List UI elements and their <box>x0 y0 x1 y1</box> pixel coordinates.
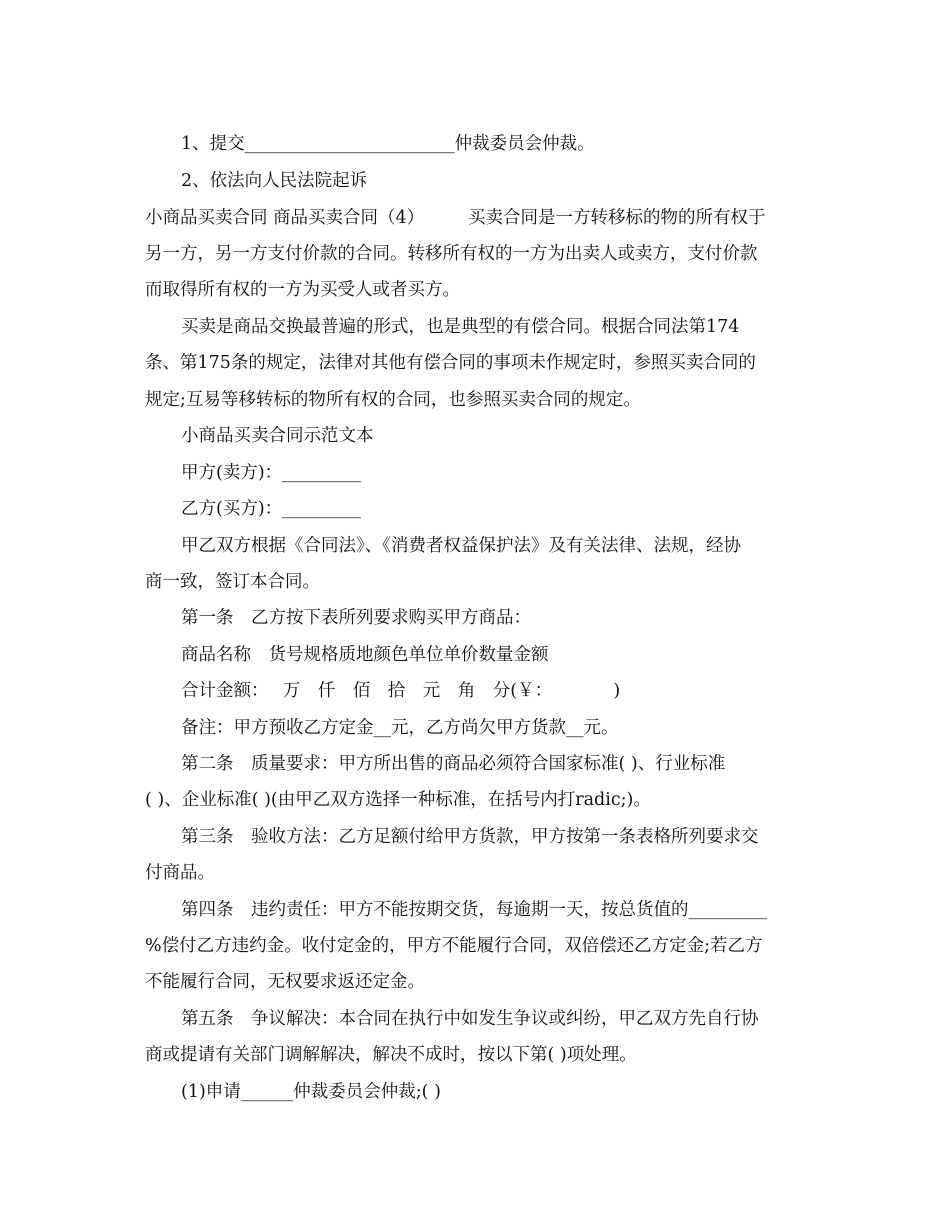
paragraph-line: 规定;互易等移转标的物所有权的合同，也参照买卖合同的规定。 <box>145 390 641 410</box>
paragraph-line: 条、第175条的规定，法律对其他有偿合同的事项未作规定时，参照买卖合同的 <box>145 353 756 373</box>
party-b-buyer: 乙方(买方)：_________ <box>181 499 361 519</box>
paragraph-line: ( )、企业标准( )(由甲乙双方选择一种标准，在括号内打radic;)。 <box>145 790 651 810</box>
paragraph-line: 另一方，另一方支付价款的合同。转移所有权的一方为出卖人或卖方，支付价款 <box>145 244 758 264</box>
goods-table-header: 商品名称 货号规格质地颜色单位单价数量金额 <box>181 645 549 665</box>
article-5: 第五条 争议解决：本合同在执行中如发生争议或纠纷，甲乙双方先自行协 <box>181 1009 759 1029</box>
heading-contract-4: 小商品买卖合同 商品买卖合同（4） 买卖合同是一方转移标的物的所有权于 <box>145 208 766 228</box>
paragraph-line: 而取得所有权的一方为买受人或者买方。 <box>145 280 460 300</box>
paragraph-line: 商或提请有关部门调解解决，解决不成时，按以下第( )项处理。 <box>145 1045 637 1065</box>
paragraph-line: 甲乙双方根据《合同法》、《消费者权益保护法》及有关法律、法规，经协 <box>181 536 741 556</box>
paragraph-line: 付商品。 <box>145 863 215 883</box>
paragraph-line: 买卖是商品交换最普遍的形式，也是典型的有偿合同。根据合同法第174 <box>181 317 740 337</box>
paragraph-line: 不能履行合同，无权要求返还定金。 <box>145 972 425 992</box>
paragraph-line: %偿付乙方违约金。收付定金的，甲方不能履行合同，双倍偿还乙方定金;若乙方 <box>145 936 763 956</box>
article-4: 第四条 违约责任：甲方不能按期交货，每逾期一天，按总货值的_________ <box>181 900 768 920</box>
party-a-seller: 甲方(卖方)：_________ <box>181 463 361 483</box>
template-title: 小商品买卖合同示范文本 <box>181 426 374 446</box>
clause-submit-arbitration: 1、提交________________________仲裁委员会仲裁。 <box>181 134 595 154</box>
remarks-line: 备注：甲方预收乙方定金__元，乙方尚欠甲方货款__元。 <box>181 718 619 738</box>
article-2: 第二条 质量要求：甲方所出售的商品必须符合国家标准( )、行业标准 <box>181 754 726 774</box>
article-1: 第一条 乙方按下表所列要求购买甲方商品： <box>181 608 531 628</box>
total-amount-line: 合计金额： 万 仟 佰 拾 元 角 分(￥： ) <box>181 681 621 701</box>
article-3: 第三条 验收方法：乙方足额付给甲方货款，甲方按第一条表格所列要求交 <box>181 827 759 847</box>
option-arbitration-application: (1)申请______仲裁委员会仲裁;( ) <box>181 1082 441 1102</box>
clause-court-lawsuit: 2、依法向人民法院起诉 <box>181 171 368 191</box>
paragraph-line: 商一致，签订本合同。 <box>145 572 320 592</box>
